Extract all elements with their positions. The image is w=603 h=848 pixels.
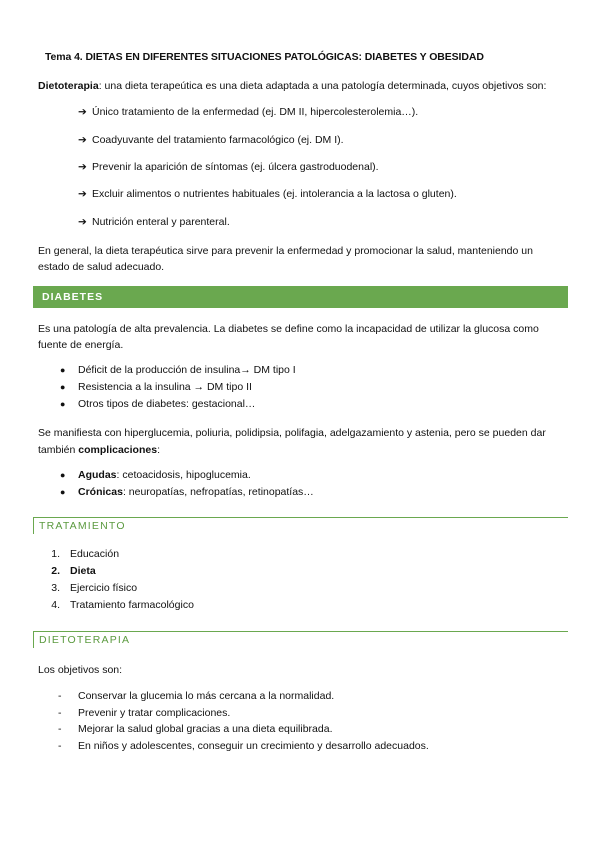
tratamiento-section-header bbox=[33, 517, 568, 534]
objective-text: Coadyuvante del tratamiento farmacológico (ej. DM I). bbox=[92, 134, 344, 146]
dash-icon: - bbox=[58, 723, 62, 735]
complication-text: : neuropatías, nefropatías, retinopatías… bbox=[122, 486, 314, 498]
arrow-icon: ➔ bbox=[78, 161, 87, 173]
arrow-icon: ➔ bbox=[78, 216, 87, 228]
diabetes-type-item bbox=[60, 381, 252, 397]
dietoterapia-section-header bbox=[33, 631, 568, 648]
objective-text: Único tratamiento de la enfermedad (ej. DM II, hipercolesterolemia…). bbox=[92, 106, 419, 118]
tratamiento-item bbox=[42, 565, 96, 581]
objective-item bbox=[78, 216, 230, 228]
dietoterapia-item bbox=[58, 723, 333, 739]
diabetes-type-item bbox=[60, 364, 296, 380]
dietoterapia-text: Mejorar la salud global gracias a una dieta equilibrada. bbox=[78, 723, 333, 735]
dietoterapia-item bbox=[58, 690, 334, 706]
bullet-icon: ● bbox=[60, 487, 66, 497]
diabetes-heading: DIABETES bbox=[42, 291, 104, 303]
complication-item bbox=[60, 469, 251, 485]
tratamiento-text: Dieta bbox=[70, 565, 96, 577]
objective-item bbox=[78, 106, 418, 118]
objective-item bbox=[78, 188, 457, 200]
tratamiento-text: Ejercicio físico bbox=[70, 582, 138, 594]
objective-item bbox=[78, 161, 379, 173]
objective-text: Excluir alimentos o nutrientes habituales (ej. intolerancia a la lactosa o gluten). bbox=[92, 188, 457, 200]
dietoterapia-item bbox=[58, 740, 429, 756]
general-paragraph-line: En general, la dieta terapéutica sirve para prevenir la enfermedad y promocionar la salud, manteniendo un bbox=[38, 245, 533, 257]
tratamiento-item bbox=[42, 582, 137, 598]
bullet-icon: ● bbox=[60, 365, 66, 375]
objective-item bbox=[78, 134, 344, 146]
item-number: 3. bbox=[51, 582, 60, 594]
item-number: 4. bbox=[51, 599, 60, 611]
diabetes-type-text: Déficit de la producción de insulina→ DM tipo I bbox=[78, 364, 296, 376]
arrow-icon: ➔ bbox=[78, 134, 87, 146]
diabetes-section-banner bbox=[33, 286, 568, 308]
manifestation-line bbox=[38, 442, 565, 458]
manifestation-line: Se manifiesta con hiperglucemia, poliuria, polidipsia, polifagia, adelgazamiento y astenia, pero se pueden dar bbox=[38, 427, 546, 439]
tratamiento-text: Tratamiento farmacológico bbox=[70, 599, 194, 611]
complication-label: Crónicas bbox=[78, 486, 123, 498]
diabetes-type-text: Resistencia a la insulina → DM tipo II bbox=[78, 381, 252, 393]
page-title: Tema 4. DIETAS EN DIFERENTES SITUACIONES PATOLÓGICAS: DIABETES Y OBESIDAD bbox=[45, 51, 484, 63]
tratamiento-item bbox=[42, 599, 194, 615]
diabetes-type-text: Otros tipos de diabetes: gestacional… bbox=[78, 398, 256, 410]
dietoterapia-text: En niños y adolescentes, conseguir un crecimiento y desarrollo adecuados. bbox=[78, 740, 429, 752]
manifestation-prefix: también bbox=[38, 444, 79, 456]
diabetes-type-item bbox=[60, 398, 255, 414]
tratamiento-item bbox=[42, 548, 119, 564]
dietoterapia-definition bbox=[38, 78, 565, 94]
dash-icon: - bbox=[58, 707, 62, 719]
arrow-icon: ➔ bbox=[78, 106, 87, 118]
dietoterapia-item bbox=[58, 707, 230, 723]
arrow-icon: ➔ bbox=[78, 188, 87, 200]
complication-label: Agudas bbox=[78, 469, 117, 481]
dietoterapia-text: Prevenir y tratar complicaciones. bbox=[78, 707, 231, 719]
dietoterapia-text: Conservar la glucemia lo más cercana a la normalidad. bbox=[78, 690, 335, 702]
bullet-icon: ● bbox=[60, 399, 66, 409]
dietoterapia-term: Dietoterapia bbox=[38, 80, 99, 92]
complication-text: : cetoacidosis, hipoglucemia. bbox=[116, 469, 251, 481]
item-number: 2. bbox=[51, 565, 60, 577]
dash-icon: - bbox=[58, 690, 62, 702]
bullet-icon: ● bbox=[60, 470, 66, 480]
diabetes-intro-line: Es una patología de alta prevalencia. La diabetes se define como la incapacidad de utilizar la glucosa como bbox=[38, 323, 539, 335]
tratamiento-text: Educación bbox=[70, 548, 120, 560]
dash-icon: - bbox=[58, 740, 62, 752]
complications-term: complicaciones bbox=[78, 444, 158, 456]
diabetes-intro-line: fuente de energía. bbox=[38, 339, 124, 351]
dietoterapia-intro: Los objetivos son: bbox=[38, 664, 123, 676]
objective-text: Prevenir la aparición de síntomas (ej. úlcera gastroduodenal). bbox=[92, 161, 379, 173]
complication-item bbox=[60, 486, 314, 502]
item-number: 1. bbox=[51, 548, 60, 560]
dietoterapia-definition-text: : una dieta terapeútica es una dieta adaptada a una patología determinada, cuyos objetivos son: bbox=[98, 80, 547, 92]
manifestation-suffix: : bbox=[157, 444, 160, 456]
bullet-icon: ● bbox=[60, 382, 66, 392]
tratamiento-heading: TRATAMIENTO bbox=[39, 520, 126, 532]
general-paragraph-line: estado de salud adecuado. bbox=[38, 261, 165, 273]
objective-text: Nutrición enteral y parenteral. bbox=[92, 216, 230, 228]
dietoterapia-heading: DIETOTERAPIA bbox=[39, 634, 131, 646]
